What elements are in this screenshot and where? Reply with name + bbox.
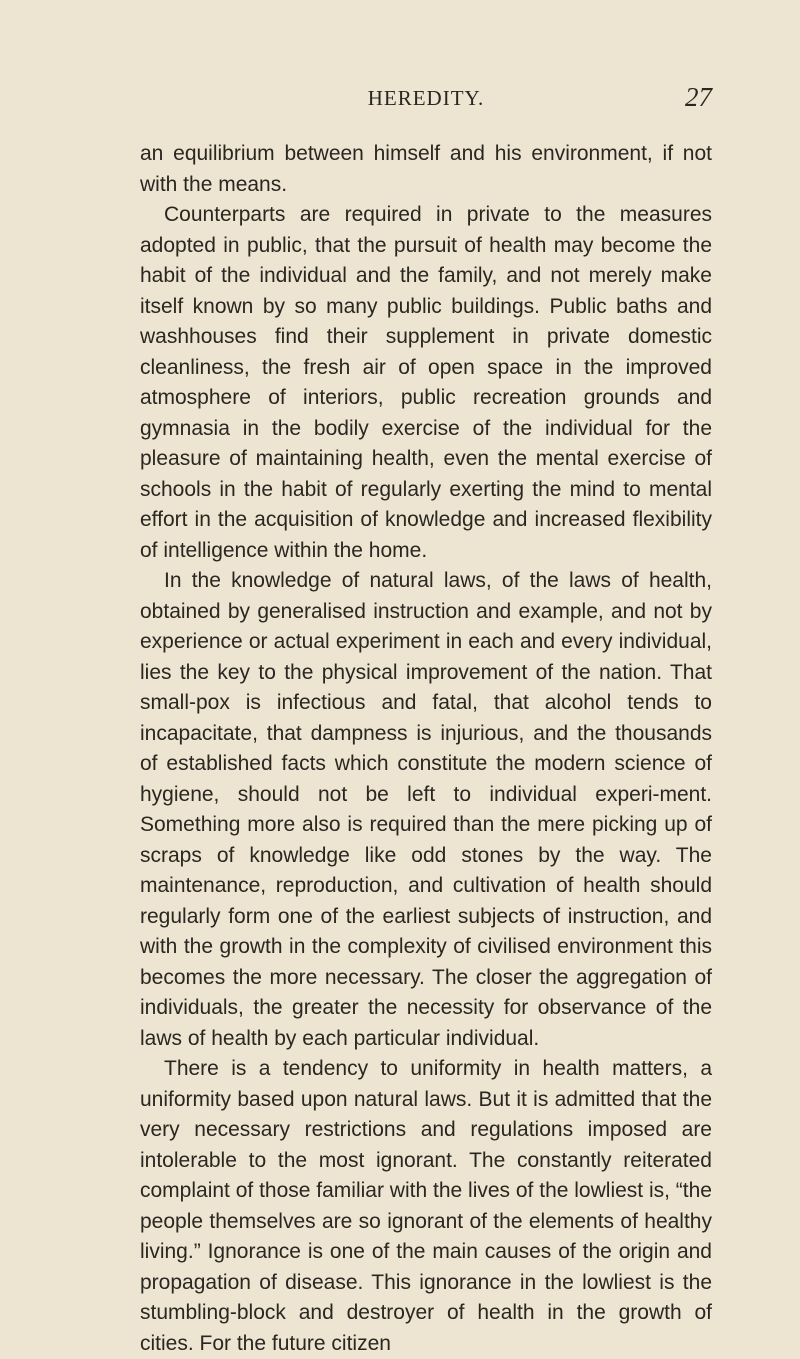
running-head <box>140 82 712 116</box>
page-number: 27 <box>685 82 712 112</box>
paragraph-continued: an equilibrium between himself and his environment, if not with the means. <box>140 142 712 196</box>
body-text <box>140 139 712 1359</box>
paragraph: Counterparts are required in private to the measures adopted in public, that the pursuit of health may become the habit of the individual and the family, and not merely make itself known by so many public buildings. Public baths and washhouses find their supplement in private domestic cleanliness, the fresh air of open space in the improved atmosphere of interiors, public recreation grounds and gymnasia in the bodily exercise of the individual for the pleasure of maintaining health, even the mental exercise of schools in the habit of regularly exerting the mind to mental effort in the acquisition of knowledge and increased flexibility of intelligence within the home. <box>140 203 712 562</box>
paragraph: There is a tendency to uniformity in health matters, a uniformity based upon natural laws. But it is admitted that the very necessary restrictions and regulations imposed are intolerable to the most ignorant. The constantly reiterated complaint of those familiar with the lives of the lowliest is, “the people themselves are so ignorant of the elements of healthy living.” Ignorance is one of the main causes of the origin and propagation of disease. This ignorance in the lowliest is the stumbling-block and destroyer of health in the growth of cities. For the future citizen <box>140 1057 712 1355</box>
paragraph: In the knowledge of natural laws, of the laws of health, obtained by generalised instruction and example, and not by experience or actual experiment in each and every individual, lies the key to the physical improvement of the nation. That small-pox is infectious and fatal, that alcohol tends to incapacitate, that dampness is injurious, and the thousands of established facts which constitute the modern science of hygiene, should not be left to individual experi-ment. Something more also is required than the mere picking up of scraps of knowledge like odd stones by the way. The maintenance, reproduction, and cultivation of health should regularly form one of the earliest subjects of instruction, and with the growth in the complexity of civilised environment this becomes the more necessary. The closer the aggregation of individuals, the greater the necessity for observance of the laws of health by each particular individual. <box>140 569 712 1050</box>
running-title: HEREDITY. <box>367 86 485 110</box>
